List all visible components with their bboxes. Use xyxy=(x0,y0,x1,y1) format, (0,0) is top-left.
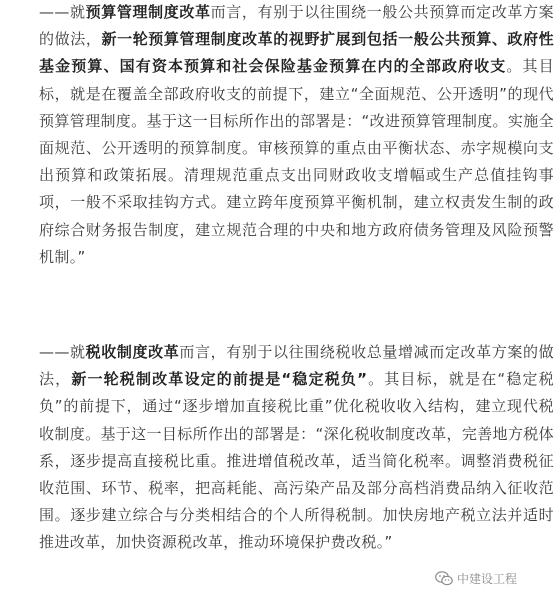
para1-dash: ——就 xyxy=(39,3,86,21)
para2-bold-premise: 新一轮税制改革设定的前提是“稳定税负” xyxy=(71,370,368,389)
para2-topic: 税收制度改革 xyxy=(85,343,180,361)
watermark xyxy=(433,570,519,587)
para2-text-a: 而言，有别于以往围绕税收总量增减而定改革方案的做法， xyxy=(39,343,554,389)
para1-text-b: 。其目标，就是在覆盖全部政府收支的前提下，建立“全面规范、公开透明”的现代预算管理制度。基于这一目标所作出的部署是：“改进预算管理制度。实施全面规范、公开透明的预算制度。审核预算的重点由平衡状态、赤字规模向支出预算和政策拓展。清理规范重点支出同财政收支增幅或生产总值挂钩事项，一般不采取挂钩方式。建立跨年度预算平衡机制，建立权责发生制的政府综合财务报告制度，建立规范合理的中央和地方政府债务管理及风险预警机制。” xyxy=(39,57,554,266)
para2-dash: ——就 xyxy=(39,343,86,361)
para2-text-b: 。其目标，就是在“稳定税负”的前提下，通过“逐步增加直接税比重”优化税收收入结构，建立现代税收制度。基于这一目标所作出的部署是：“深化税收制度改革，完善地方税体系，逐步提高直接税比重。推进增值税改革，适当简化税率。调整消费税征收范围、环节、税率，把高耗能、高污染产品及部分高档消费品纳入征收范围。逐步建立综合与分类相结合的个人所得税制。加快房地产税立法并适时推进改革，加快资源税改革，推动环境保护费改税。” xyxy=(39,370,554,552)
para1-bold-scope: 新一轮预算管理制度改革的视野扩展到包括一般公共预算、政府性基金预算、国有资本预算和社会保险基金预算在内的全部政府收支 xyxy=(39,30,554,76)
paragraph-budget-reform xyxy=(9,0,554,271)
watermark-text: 中建设工程 xyxy=(456,572,517,586)
para1-topic: 预算管理制度改革 xyxy=(85,3,211,21)
paragraph-tax-reform xyxy=(9,339,554,557)
para1-text-a: 而言，有别于以往围绕一般公共预算而定改革方案的做法， xyxy=(39,3,554,49)
wechat-icon xyxy=(435,571,453,586)
